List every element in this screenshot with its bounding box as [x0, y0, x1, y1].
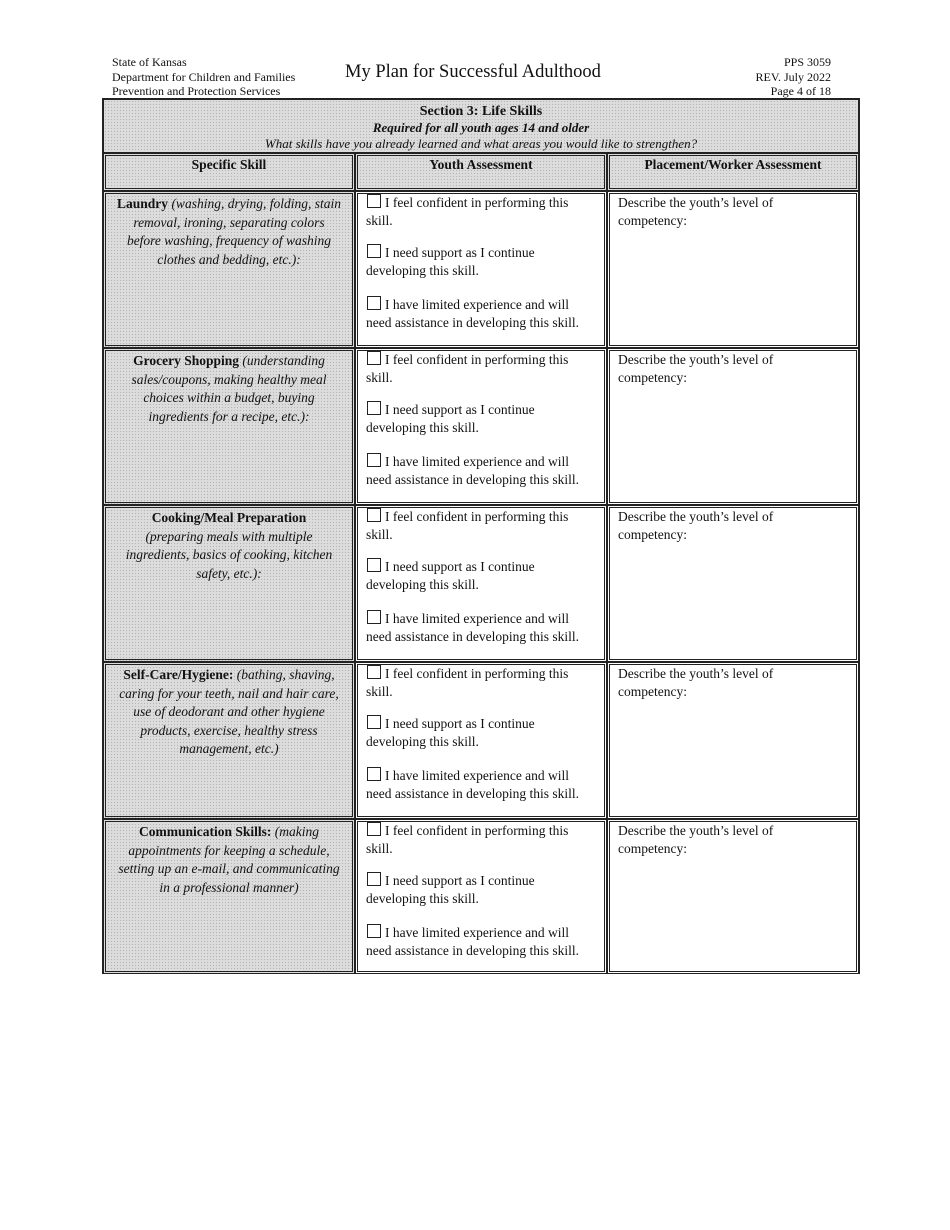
- worker-prompt: Describe the youth’s level of competency:: [618, 352, 774, 386]
- option-label: I have limited experience and will need assistance in developing this skill.: [366, 454, 579, 488]
- option-support: [366, 401, 596, 438]
- skill-description: (bathing, shaving, caring for your teeth, nail and hair care, use of deodorant and other hygiene products, exercise, healthy stress management, etc.): [119, 667, 339, 756]
- option-label: I have limited experience and will need assistance in developing this skill.: [366, 297, 579, 331]
- worker-prompt: Describe the youth’s level of competency:: [618, 823, 774, 857]
- header-form-info: [756, 55, 831, 99]
- option-limited: [366, 296, 596, 333]
- option-support: [366, 244, 596, 281]
- youth-assessment-cell: [355, 505, 607, 662]
- option-label: I have limited experience and will need assistance in developing this skill.: [366, 611, 579, 645]
- checkbox[interactable]: [367, 296, 381, 310]
- option-label: I have limited experience and will need assistance in developing this skill.: [366, 768, 579, 802]
- checkbox[interactable]: [367, 244, 381, 258]
- option-label: I feel confident in performing this skill.: [366, 352, 569, 386]
- option-label: I have limited experience and will need assistance in developing this skill.: [366, 925, 579, 959]
- option-confident: [366, 508, 596, 545]
- skill-cell: [103, 819, 355, 974]
- option-support: [366, 558, 596, 595]
- worker-prompt: Describe the youth’s level of competency:: [618, 509, 774, 543]
- option-limited: [366, 610, 596, 647]
- option-confident: [366, 822, 596, 859]
- section-question: What skills have you already learned and what areas you would like to strengthen?: [264, 136, 698, 151]
- option-label: I need support as I continue developing this skill.: [366, 715, 535, 749]
- checkbox[interactable]: [367, 665, 381, 679]
- youth-assessment-cell: [355, 662, 607, 819]
- option-limited: [366, 924, 596, 961]
- checkbox[interactable]: [367, 194, 381, 208]
- revision-date: REV. July 2022: [755, 69, 831, 84]
- column-header-youth: Youth Assessment: [355, 153, 607, 191]
- skill-cell: [103, 505, 355, 662]
- option-confident: [366, 665, 596, 702]
- youth-assessment-cell: [355, 819, 607, 974]
- checkbox[interactable]: [367, 767, 381, 781]
- youth-assessment-cell: [355, 348, 607, 505]
- skill-name: Self-Care/Hygiene:: [123, 667, 234, 682]
- skill-description: (making appointments for keeping a schedule, setting up an e-mail, and communicating in a professional manner): [118, 824, 340, 895]
- section-title: Section 3: Life Skills: [419, 104, 543, 119]
- option-label: I feel confident in performing this skill.: [366, 666, 569, 700]
- worker-assessment-cell[interactable]: [607, 505, 859, 662]
- org-line-1: State of Kansas: [112, 55, 187, 69]
- option-label: I feel confident in performing this skill.: [366, 509, 569, 543]
- option-label: I need support as I continue developing this skill.: [366, 872, 535, 906]
- org-line-3: Prevention and Protection Services: [112, 84, 281, 98]
- document-title: My Plan for Successful Adulthood: [345, 62, 601, 82]
- option-label: I need support as I continue developing this skill.: [366, 558, 535, 592]
- skill-name: Cooking/Meal Preparation: [151, 510, 307, 525]
- option-confident: [366, 194, 596, 231]
- skill-description: (washing, drying, folding, stain removal, ironing, separating colors before washing, frequency of washing clothes and bedding, etc.):: [126, 196, 341, 267]
- checkbox[interactable]: [367, 558, 381, 572]
- youth-assessment-cell: [355, 191, 607, 348]
- skill-name: Grocery Shopping: [133, 353, 239, 368]
- column-header-skill: Specific Skill: [103, 153, 355, 191]
- header-org: [112, 55, 295, 99]
- column-header-worker: Placement/Worker Assessment: [607, 153, 859, 191]
- option-limited: [366, 453, 596, 490]
- option-label: I need support as I continue developing this skill.: [366, 401, 535, 435]
- worker-assessment-cell[interactable]: [607, 191, 859, 348]
- option-label: I need support as I continue developing this skill.: [366, 244, 535, 278]
- skill-description: (understanding sales/coupons, making healthy meal choices within a budget, buying ingredients for a recipe, etc.):: [131, 353, 327, 424]
- checkbox[interactable]: [367, 401, 381, 415]
- option-limited: [366, 767, 596, 804]
- checkbox[interactable]: [367, 715, 381, 729]
- worker-assessment-cell[interactable]: [607, 819, 859, 974]
- checkbox[interactable]: [367, 453, 381, 467]
- worker-assessment-cell[interactable]: [607, 662, 859, 819]
- checkbox[interactable]: [367, 872, 381, 886]
- skill-cell: [103, 348, 355, 505]
- checkbox[interactable]: [367, 822, 381, 836]
- skill-description: (preparing meals with multiple ingredients, basics of cooking, kitchen safety, etc.):: [125, 528, 333, 581]
- page-number: Page 4 of 18: [770, 84, 831, 98]
- checkbox[interactable]: [367, 508, 381, 522]
- worker-assessment-cell[interactable]: [607, 348, 859, 505]
- option-support: [366, 715, 596, 752]
- skill-cell: [103, 662, 355, 819]
- section-header: [103, 99, 859, 153]
- form-number: PPS 3059: [783, 55, 831, 69]
- option-label: I feel confident in performing this skill.: [366, 195, 569, 229]
- section-requirement: Required for all youth ages 14 and older: [372, 120, 590, 135]
- checkbox[interactable]: [367, 924, 381, 938]
- worker-prompt: Describe the youth’s level of competency:: [618, 195, 774, 229]
- skill-cell: [103, 191, 355, 348]
- option-support: [366, 872, 596, 909]
- option-label: I feel confident in performing this skill.: [366, 823, 569, 857]
- checkbox[interactable]: [367, 610, 381, 624]
- checkbox[interactable]: [367, 351, 381, 365]
- skill-name: Laundry: [117, 196, 169, 211]
- option-confident: [366, 351, 596, 388]
- org-line-2: Department for Children and Families: [112, 69, 296, 84]
- worker-prompt: Describe the youth’s level of competency:: [618, 666, 774, 700]
- skill-name: Communication Skills:: [138, 824, 272, 839]
